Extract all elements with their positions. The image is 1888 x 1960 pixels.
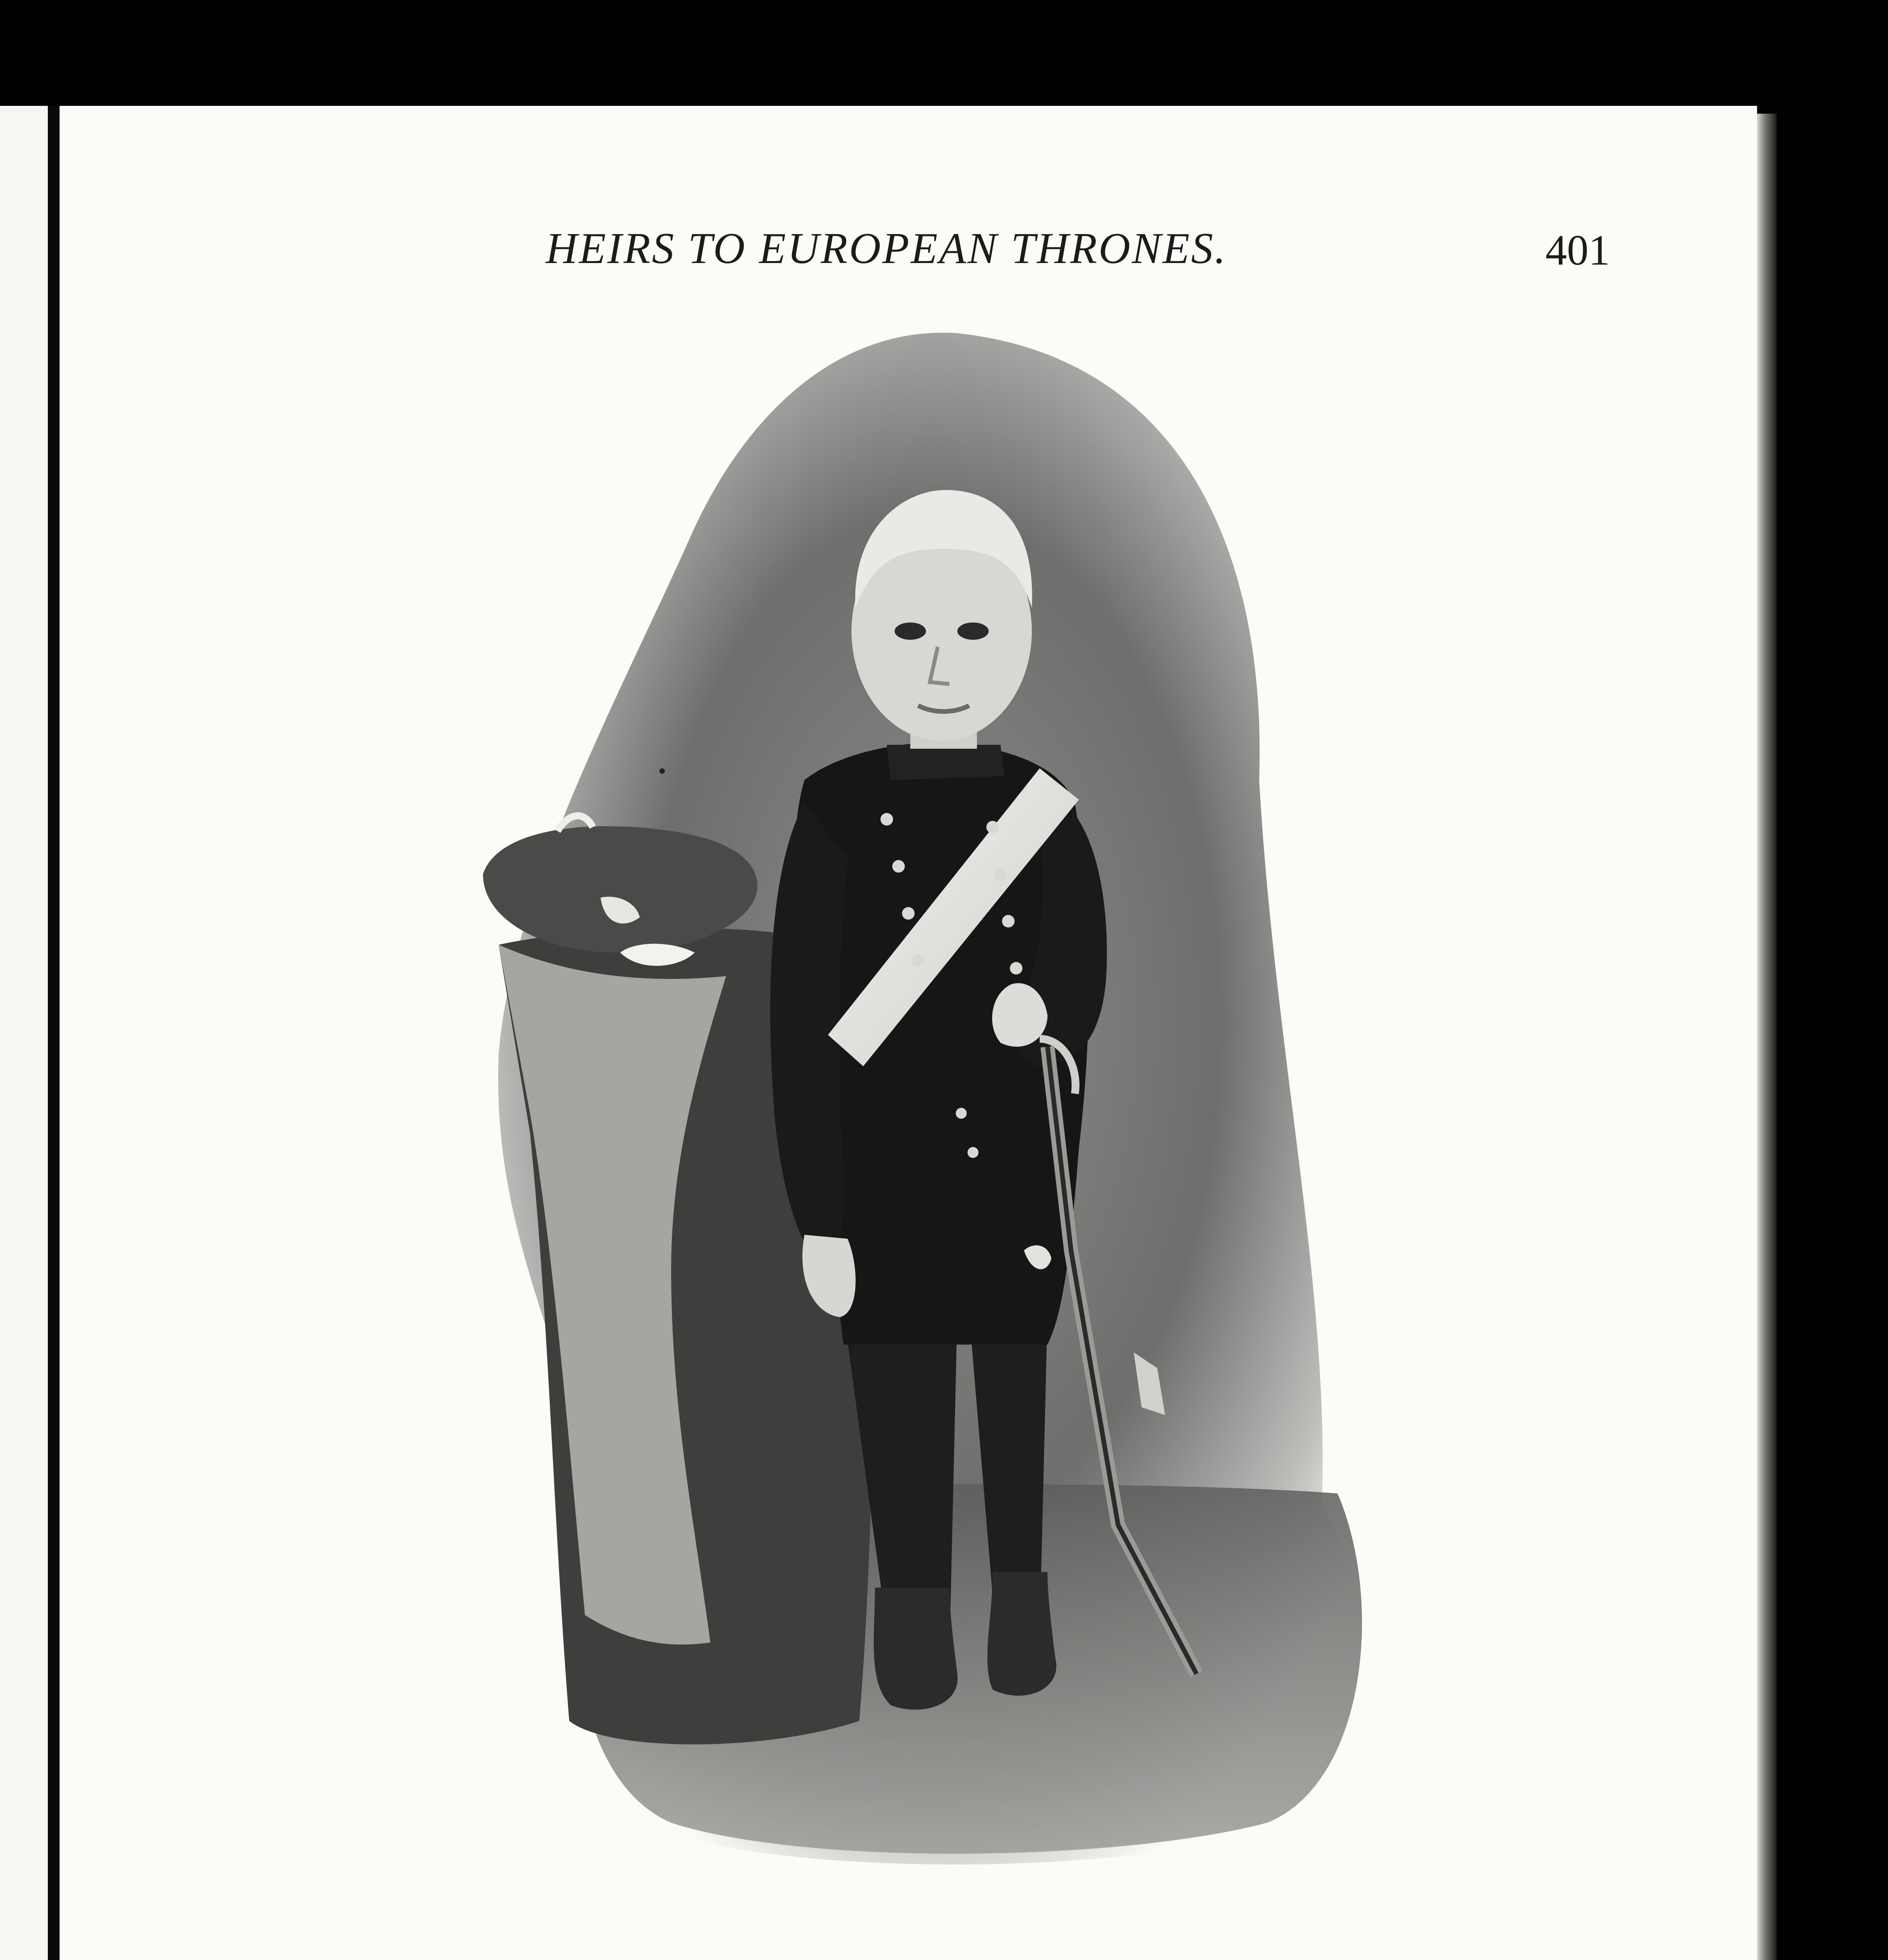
portrait-photograph	[452, 310, 1463, 1897]
page-stack-edge	[1757, 114, 1777, 1960]
book-gutter	[48, 106, 60, 1960]
page-number: 401	[1545, 226, 1610, 274]
running-title: HEIRS TO EUROPEAN THRONES.	[546, 224, 1227, 273]
print-speck	[659, 768, 665, 774]
adjacent-page-edge	[0, 106, 48, 1960]
book-page	[60, 106, 1757, 1960]
